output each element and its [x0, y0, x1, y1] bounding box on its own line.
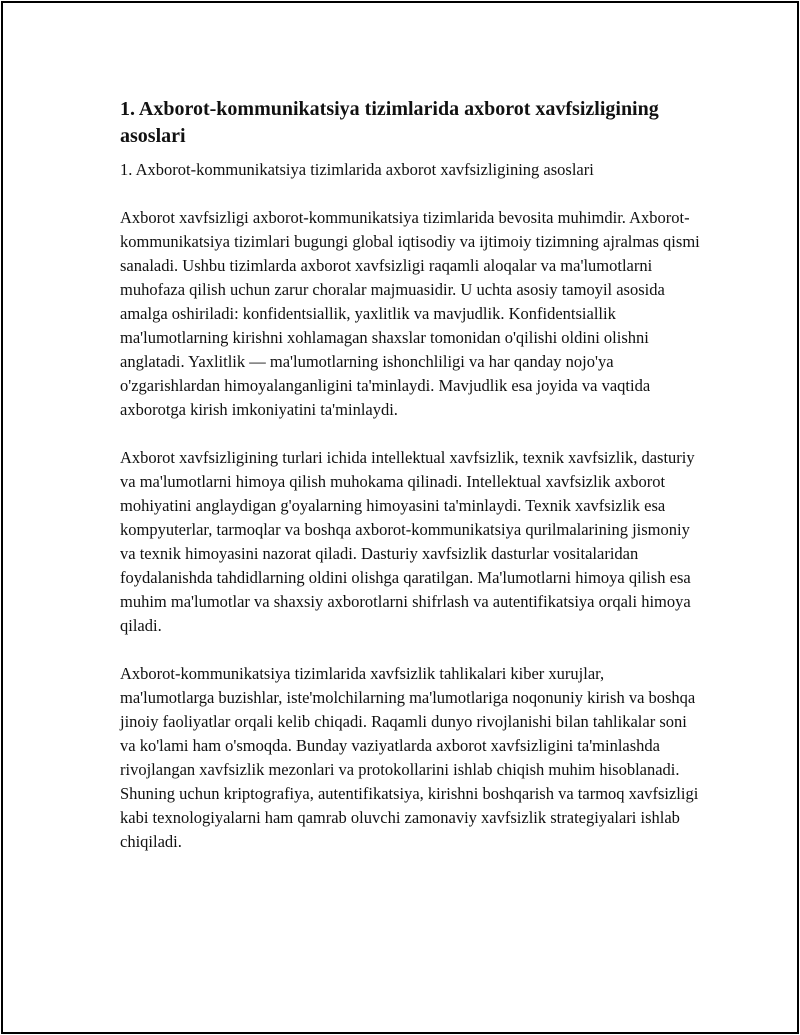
paragraph: Axborot xavfsizligi axborot-kommunikatsiya tizimlarida bevosita muhimdir. Axborot-kommunikatsiya tizimlari bugungi global iqtisodiy va ijtimoiy tizimning ajralmas qismi sanaladi. Ushbu tizimlarda axborot xavfsizligi raqamli aloqalar va ma'lumotlarni muhofaza qilish uchun zarur choralar majmuasidir. U uchta asosiy tamoyil asosida amalga oshiriladi: konfidentsiallik, yaxlitlik va mavjudlik. Konfidentsiallik ma'lumotlarning kirishni xohlamagan shaxslar tomonidan o'qilishi oldini olishni anglatadi. Yaxlitlik — ma'lumotlarning ishonchliligi va har qanday nojo'ya o'zgarishlardan himoyalanganligini ta'minlaydi. Mavjudlik esa joyida va vaqtida axborotga kirish imkoniyatini ta'minlaydi.: [120, 208, 700, 419]
paragraph: Axborot-kommunikatsiya tizimlarida xavfsizlik tahlikalari kiber xurujlar, ma'lumotlarga buzishlar, iste'molchilarning ma'lumotlariga noqonuniy kirish va boshqa jinoiy faoliyatlar orqali kelib chiqadi. Raqamli dunyo rivojlanishi bilan tahlikalar soni va ko'lami ham o'smoqda. Bunday vaziyatlarda axborot xavfsizligini ta'minlashda rivojlangan xavfsizlik mezonlari va protokollarini ishlab chiqish muhim hisoblanadi. Shuning uchun kriptografiya, autentifikatsiya, kirishni boshqarish va tarmoq xavfsizligi kabi texnologiyalarni ham qamrab oluvchi zamonaviy xavfsizlik strategiyalari ishlab chiqiladi.: [120, 664, 699, 851]
document-title: 1. Axborot-kommunikatsiya tizimlarida axborot xavfsizligining asoslari: [120, 98, 659, 147]
page-frame: [1, 1, 799, 1034]
paragraph: Axborot xavfsizligining turlari ichida intellektual xavfsizlik, texnik xavfsizlik, dasturiy va ma'lumotlarni himoya qilish muhokama qilinadi. Intellektual xavfsizlik axborot mohiyatini anglaydigan g'oyalarning himoyasini ta'minlaydi. Texnik xavfsizlik esa kompyuterlar, tarmoqlar va boshqa axborot-kommunikatsiya qurilmalarining jismoniy va texnik himoyasini nazorat qiladi. Dasturiy xavfsizlik dasturlar vositalaridan foydalanishda tahdidlarning oldini olishga qaratilgan. Ma'lumotlarni himoya qilish esa muhim ma'lumotlar va shaxsiy axborotlarni shifrlash va autentifikatsiya orqali himoya qiladi.: [120, 448, 695, 635]
document-subtitle: 1. Axborot-kommunikatsiya tizimlarida axborot xavfsizligining asoslari: [120, 160, 594, 179]
document-body: [120, 96, 700, 854]
